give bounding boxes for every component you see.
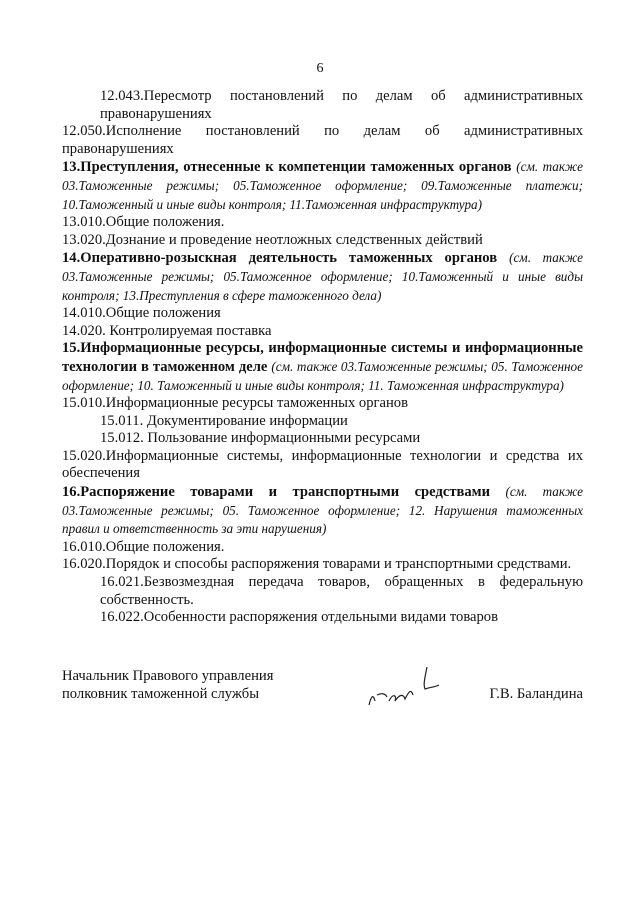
section-16-heading [62, 483, 583, 539]
section-title: 15.Информационные ресурсы, информационные системы и информационные технологии в таможенном деле [62, 340, 583, 375]
page-number: 6 [316, 61, 324, 76]
signature-block [62, 667, 583, 703]
signer-rank: полковник таможенной службы [62, 685, 260, 702]
entry-16-022: 16.022.Особенности распоряжения отдельными видами товаров [100, 609, 498, 626]
signer-name: Г.В. Баландина [489, 685, 583, 702]
signer-position: Начальник Правового управления [62, 667, 274, 684]
handwritten-signature [365, 657, 455, 712]
entry-15-011: 15.011. Документирование информации [100, 412, 348, 429]
entry-16-010: 16.010.Общие положения. [62, 538, 225, 555]
entry-15-012: 15.012. Пользование информационными ресурсами [100, 430, 421, 447]
section-15-heading [62, 340, 583, 395]
section-title: 16.Распоряжение товарами и транспортными средствами [62, 484, 491, 501]
section-title: 14.Оперативно-розыскная деятельность таможенных органов [62, 250, 498, 267]
section-crossref: (см. также 03.Таможенные режимы; 05. Таможенное оформление; 10. Таможенный и иные виды контроля; 11. Таможенная инфраструктура) [62, 358, 584, 393]
section-crossref: (см. также 03.Таможенные режимы; 05.Таможенное оформление; 09.Таможенные платежи; 10.Таможенный и иные виды контроля; 11.Таможенная инфраструктура) [62, 159, 584, 212]
section-13-heading [62, 158, 583, 214]
entry-16-020: 16.020.Порядок и способы распоряжения товарами и транспортными средствами. [62, 556, 572, 573]
document-body [62, 88, 583, 627]
entry-16-021: 16.021.Безвозмездная передача товаров, обращенных в федеральную собственность. [100, 574, 583, 608]
entry-15-010: 15.010.Информационные ресурсы таможенных органов [62, 395, 408, 412]
entry-14-010: 14.010.Общие положения [62, 305, 221, 322]
entry-15-020: 15.020.Информационные системы, информационные технологии и средства их обеспечения [62, 447, 583, 482]
section-crossref: (см. также 03.Таможенные режимы; 05. Таможенное оформление; 12. Нарушения таможенных правил и ответственность за эти нарушения) [62, 484, 583, 537]
entry-12-043: 12.043.Пересмотр постановлений по делам об административных правонарушениях [100, 88, 583, 122]
entry-12-050: 12.050.Исполнение постановлений по делам об административных правонарушениях [62, 123, 583, 157]
section-14-heading [62, 249, 583, 305]
entry-14-020: 14.020. Контролируемая поставка [62, 322, 272, 339]
entry-13-010: 13.010.Общие положения. [62, 214, 225, 231]
section-crossref: (см. также 03.Таможенные режимы; 05.Таможенное оформление; 10.Таможенный и иные виды контроля; 13.Преступления в сфере таможенного дела) [62, 250, 583, 303]
signature-row [62, 685, 583, 703]
section-title: 13.Преступления, отнесенные к компетенции таможенных органов [62, 159, 512, 176]
entry-13-020: 13.020.Дознание и проведение неотложных следственных действий [62, 231, 483, 248]
